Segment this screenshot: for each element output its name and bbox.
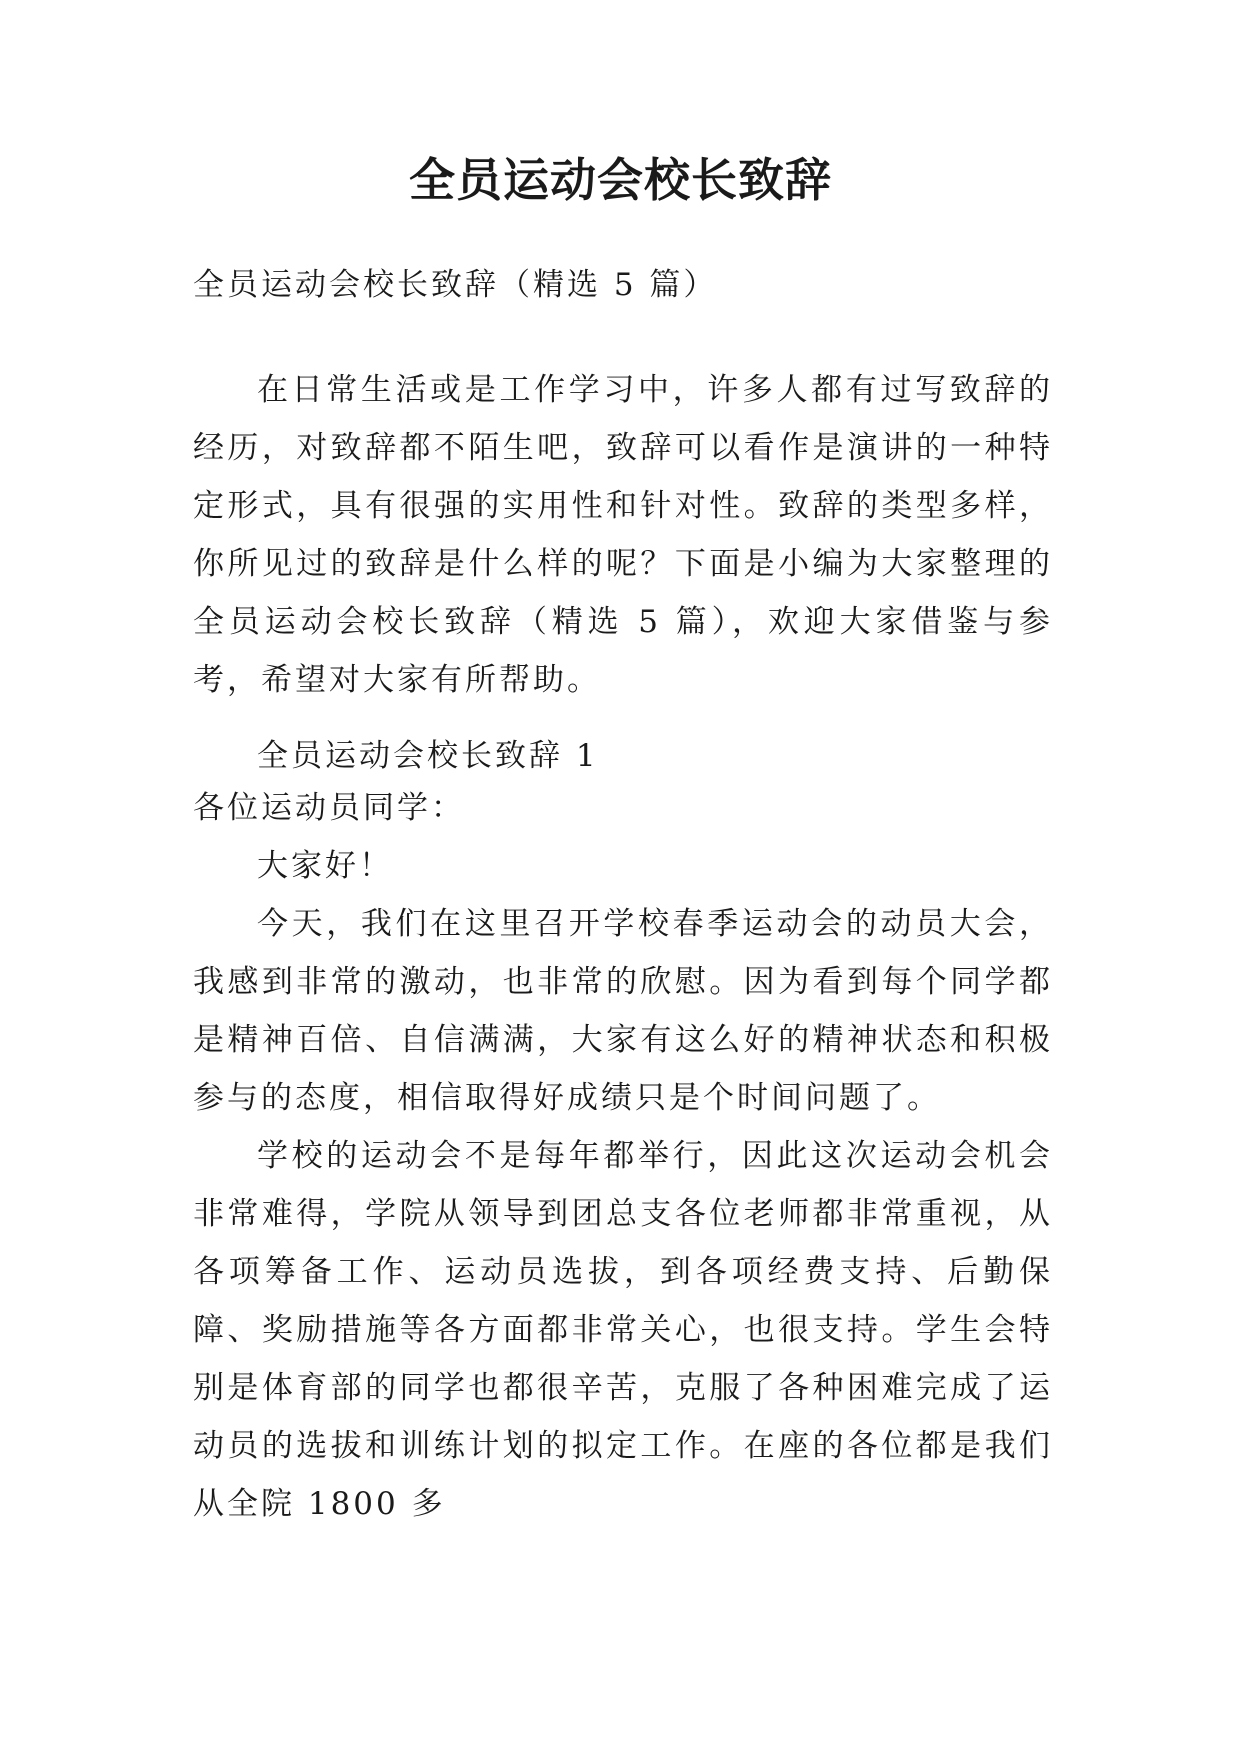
body-paragraph: 今天，我们在这里召开学校春季运动会的动员大会，我感到非常的激动，也非常的欣慰。因为看到每个同学都是精神百倍、自信满满，大家有这么好的精神状态和积极参与的态度，相信取得好成绩只是个时间问题了。 — [193, 906, 1053, 1116]
body-paragraph: 学校的运动会不是每年都举行，因此这次运动会机会非常难得，学院从领导到团总支各位老师都非常重视，从各项筹备工作、运动员选拔，到各项经费支持、后勤保障、奖励措施等各方面都非常关心，也很支持。学生会特别是体育部的同学也都很辛苦，克服了各种困难完成了运动员的选拔和训练计划的拟定工作。在座的各位都是我们从全院 1800 多 — [193, 1138, 1053, 1522]
document-title: 全员运动会校长致辞 — [409, 153, 832, 207]
intro-block — [193, 361, 1053, 709]
greeting: 大家好！ — [257, 848, 393, 884]
subtitle-text: 全员运动会校长致辞（精选 5 篇） — [193, 267, 718, 303]
intro-paragraph: 在日常生活或是工作学习中，许多人都有过写致辞的经历，对致辞都不陌生吧，致辞可以看作是演讲的一种特定形式，具有很强的实用性和针对性。致辞的类型多样，你所见过的致辞是什么样的呢？下面是小编为大家整理的全员运动会校长致辞（精选 5 篇），欢迎大家借鉴与参考，希望对大家有所帮助。 — [193, 372, 1053, 698]
document-subtitle — [193, 256, 1053, 314]
salutation: 各位运动员同学： — [193, 790, 465, 826]
section-heading: 全员运动会校长致辞 1 — [257, 738, 599, 774]
section-block — [193, 727, 1053, 1533]
